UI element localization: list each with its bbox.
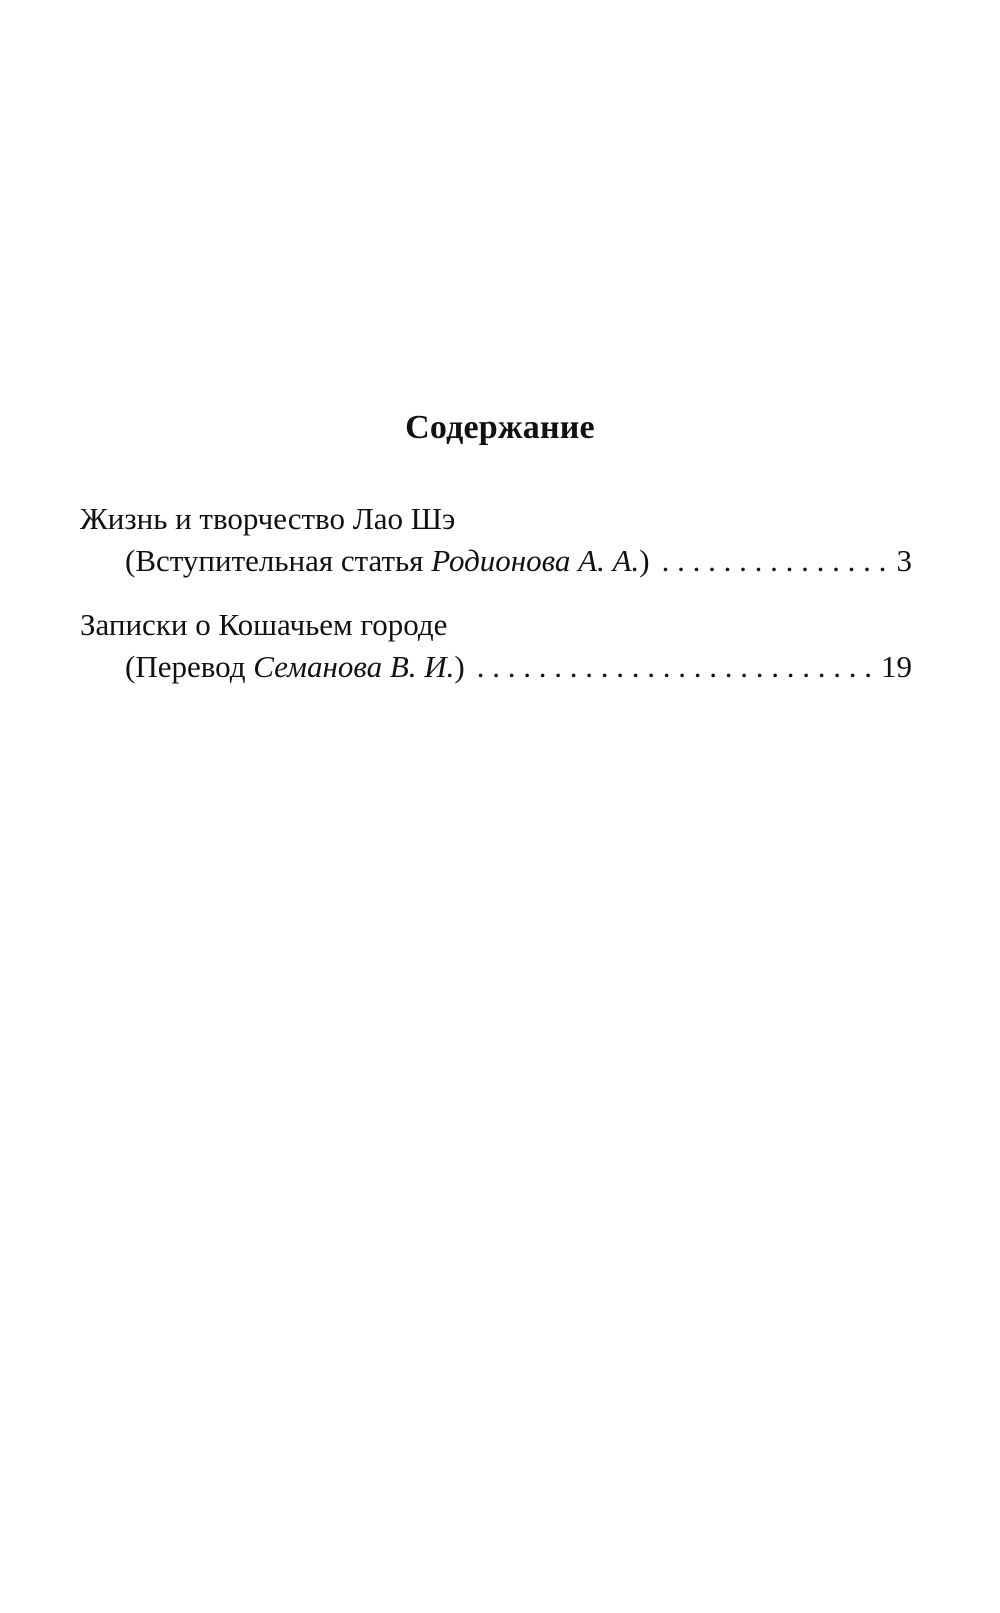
subtitle-prefix: (Перевод [125,649,254,684]
author-name: Родионова А. А. [431,543,640,578]
subtitle-suffix: ) [639,543,650,578]
toc-entry-subtitle [125,540,650,582]
author-name: Семанова В. И. [253,649,455,684]
dot-leader [662,540,891,582]
table-of-contents [80,498,912,688]
dot-leader [477,646,875,688]
toc-page-number: 19 [881,649,912,684]
toc-entry-subtitle [125,646,465,688]
toc-entry [80,498,912,582]
toc-page-number: 3 [896,543,912,578]
subtitle-prefix: (Вступительная статья [125,543,432,578]
toc-entry [80,604,912,688]
toc-entry-subtitle-line [80,540,912,582]
toc-entry-title: Записки о Кошачьем городе [80,607,448,642]
toc-entry-subtitle-line [80,646,912,688]
subtitle-suffix: ) [454,649,465,684]
toc-heading: Содержание [405,409,595,446]
toc-entry-title: Жизнь и творчество Лао Шэ [80,501,456,536]
